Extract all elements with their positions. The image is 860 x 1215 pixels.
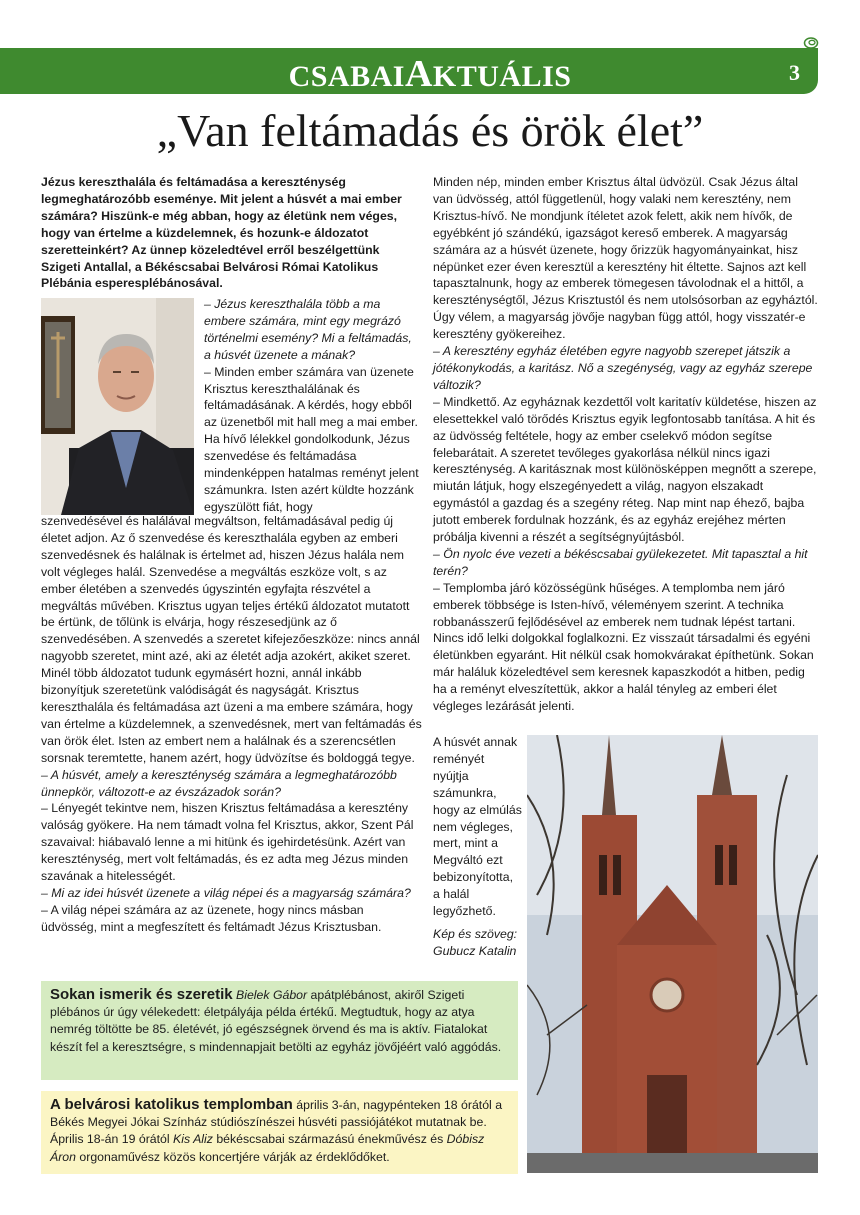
interview-column-left	[41, 513, 423, 936]
interview-column-narrow	[433, 734, 523, 960]
question-3: – Mi az idei húsvét üzenete a világ népei és a magyarság számára?	[41, 885, 411, 900]
question-5: – Ön nyolc éve vezeti a békéscsabai gyülekezetet. Mit tapasztal a hit terén?	[433, 546, 808, 578]
question-2: – A húsvét, amely a kereszténység számára a legmeghatározóbb ünnepkör, változott-e az évszázadok során?	[41, 767, 397, 799]
box1-heading: Sokan ismerik és szeretik	[50, 986, 233, 1003]
interview-column-upper	[204, 296, 422, 516]
masthead-title: CSABAIAKTUÁLIS	[288, 53, 572, 95]
photo-credit: Kép és szöveg: Gubucz Katalin	[433, 926, 518, 958]
answer-5-end: A húsvét annak reményét nyújtja számunkra, hogy az elmúlás nem végleges, mert, mint a Megváltó ezt bebizonyította, a halál legyőzhető.	[433, 735, 522, 919]
info-box-bielek	[41, 981, 518, 1080]
article-headline: „Van feltámadás és örök élet”	[156, 105, 704, 156]
answer-1-continued: szenvedésével és halálával megváltson, feltámadásával pedig új életet adjon. Az ő szenvedése és kereszthalála egyben az emberi szenvedésnek és halálnak is értelmet ad, hiszen Jézus halála nem volt végleges halál. Szenvedése a megváltás eszköze volt, s az ember életében a szenvedés úgyszintén egyfajta részvétel a megváltás művében. Krisztus ugyan teljes értékű áldozatot mutatott be értünk, de tőlünk is elvárja, hogy részesedjünk az ő szenvedésében. A szenvedés a szeretet kifejezőeszköze: nincs annál nagyobb szeretet, mint azé, aki az életét adja azokért, akiket szeret. Minél több áldozatot tudunk egymásért hozni, annál inkább bizonyítjuk szeretetünk valódiságát és nagyságát. Krisztus kereszthalála és feltámadása azt üzeni a ma embere számára, hogy van értelme a küzdelemnek, a szenvedésnek, mert van feltámadás és van örök élet. Isten az embert nem a halálnak és a szerencsétlen sorsnak teremtette, hanem azért, hogy üdvözítse és boldoggá tegye.	[41, 514, 422, 765]
box2-text-1: április 3-án, nagypénteken 18 órától a Békés Megyei Jókai Színház stúdiószínészei húsvéti passiójátékot mutatnak be. Április 18-án 19 órától	[50, 1098, 503, 1147]
box2-text-2: békéscsabai származású énekművész és	[216, 1132, 444, 1147]
info-box-events	[41, 1091, 518, 1174]
answer-1-start: – Minden ember számára van üzenete Krisztus kereszthalálának és feltámadásának. A kérdés, hogy ebből az üzenetből mit hall meg a mai ember. Ha hívő lélekkel gondolkodunk, Jézus szenvedése és feltámadása mindenképpen hatalmas reményt jelent számunkra. Isten azért küldte hozzánk egyszülött fiát, hogy	[204, 364, 419, 514]
portrait-photo	[41, 298, 194, 515]
box2-name-1: Kis Aliz	[173, 1132, 213, 1147]
box1-name: Bielek Gábor	[236, 988, 308, 1002]
church-photo	[527, 735, 818, 1173]
answer-5: – Templomba járó közösségünk hűséges. A templomba nem járó emberek többsége is Isten-hívő, véleményem szerint. A technika robbanásszerű fejlődésével az emberek nem tudnak lépést tartani. Nincs idő lelki dolgokkal foglalkozni. Ez visszaút társadalmi és egyéni életünkben egyaránt. Hit nélkül csak homokvárakat építhetünk. Sokan már haláluk közeledtével sem keresnek kapaszkodót a hitben, pedig ha a reményt elveszítettük, akkor a halál tényleg az emberi élet végleges lezárását jelenti.	[433, 580, 814, 714]
answer-4: – Mindkettő. Az egyháznak kezdettől volt karitatív küldetése, hiszen az elesettekkel való törődés Krisztus egyik legfontosabb tanítása. A hit és az üdvösség feltétele, hogy az ember cselekvő módon segítse felebarátait. A szeretet tevőleges gyakorlása nélkül nincs igazi kereszténység. A karitásznak most különösképpen megnőtt a szerepe, miután látjuk, hogy elszegényedett a világ, nagyon elszakadt egymástól a gazdag és a szegény réteg. Nap mint nap éhező, bajba jutott emberek fordulnak hozzánk, és az egyház erejéhez mérten próbálja kivenni a részét a segítségnyújtásból.	[433, 394, 817, 545]
question-4: – A keresztény egyház életében egyre nagyobb szerepet játszik a jótékonykodás, a karitász. Nő a szegénység, vagy az egyház szerepe változik?	[433, 344, 813, 392]
box2-heading: A belvárosi katolikus templomban	[50, 1096, 293, 1113]
question-1: – Jézus kereszthalála több a ma embere számára, mint egy megrázó történelmi esemény? Mi a feltámadás, a húsvét üzenete a mának?	[204, 297, 412, 362]
interview-column-right	[433, 174, 821, 715]
box2-name-2: Dóbisz Áron	[50, 1132, 485, 1164]
box1-text: apátplébánost, akiről Szigeti plébános úr úgy vélekedett: életpályája példa értékű. Megtudtuk, hogy az atya nemrég töltötte be 85. életévét, jó egészségnek örvend és ma is aktív. Fiatalokat készít fel a keresztségre, s mindennapjait betölti az egyház jövőjéért való aggódás.	[50, 988, 502, 1054]
swirl-ornament-icon	[803, 36, 819, 50]
box2-text-3: orgonaművész közös koncertjére várják az érdeklődőket.	[79, 1149, 390, 1164]
answer-3-start: – A világ népei számára az az üzenete, hogy nincs másban üdvösség, mint a megfeszített és feltámadt Jézus Krisztusban.	[41, 902, 382, 934]
article-lead: Jézus kereszthalála és feltámadása a kereszténység legmeghatározóbb eseménye. Mit jelent a húsvét a mai ember számára? Hiszünk-e még abban, hogy az életünk nem véges, hogy van értelme a küzdelemnek, és hozunk-e áldozatot szeretteinkért? Az ünnep közeledtével erről beszélgettünk Szigeti Antallal, a Békéscsabai Belvárosi Római Katolikus Plébánia esperesplébánosával.	[41, 175, 402, 291]
answer-2: – Lényegét tekintve nem, hiszen Krisztus feltámadása a keresztény valóság gyökere. Ha nem támadt volna fel Krisztus, akkor, Szent Pál szavaival: hiábavaló lenne a mi hitünk és igehirdetésünk. Azért van kereszténység, mert volt feltámadás, és ez adta meg Jézus minden szavának a hitelességét.	[41, 801, 414, 884]
answer-3-continued: Minden nép, minden ember Krisztus által üdvözül. Csak Jézus által van üdvösség, attól függetlenül, hogy valaki nem keresztény, nem Krisztus-hívő. Ne mondjunk ítéletet azok felett, akik nem hívők, de egyébként jó szándékú, igazságot kereső emberek. A magyarság számára az a húsvét üzenete, hogy őrizzük hagyományainkat, hisz népünket ezer éven keresztül a keresztény hit éltette. Sajnos azt kell tapasztalnunk, hogy az emberek tömegesen távolodnak el a hittől, a kereszténységtől, Jézus Krisztustól és nem utolsósorban az egyháztól. Úgy vélem, a magyarság jövője nagyban függ attól, hogy visszatér-e keresztény gyökereihez.	[433, 175, 818, 342]
page-number: 3	[789, 60, 800, 85]
